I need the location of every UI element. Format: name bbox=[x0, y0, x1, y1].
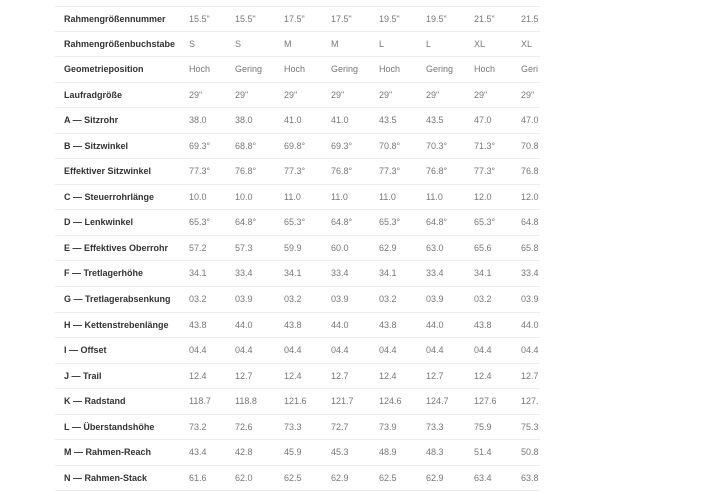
cell-value: 62.9 bbox=[379, 242, 397, 253]
row-label: N — Rahmen-Stack bbox=[64, 472, 148, 483]
cell-value: L bbox=[379, 38, 385, 49]
row-label: D — Lenkwinkel bbox=[64, 217, 134, 228]
cell-value: M bbox=[331, 38, 339, 49]
cell-value: 65.8 bbox=[521, 242, 539, 253]
cell-value: 127. bbox=[521, 396, 539, 407]
cell-value: 03.2 bbox=[284, 294, 302, 305]
table-row bbox=[55, 185, 540, 211]
cell-value: 70.8 bbox=[521, 140, 539, 151]
cell-value: 73.2 bbox=[189, 421, 207, 432]
cell-value: 42.8 bbox=[235, 447, 253, 458]
cell-value: 124.7 bbox=[426, 396, 449, 407]
cell-value: 75.3 bbox=[521, 421, 539, 432]
cell-value: 04.4 bbox=[474, 345, 492, 356]
cell-value: 29" bbox=[426, 89, 440, 100]
row-label: G — Tretlagerabsenkung bbox=[64, 294, 171, 305]
cell-value: 62.5 bbox=[379, 472, 397, 483]
cell-value: 10.0 bbox=[189, 191, 207, 202]
cell-value: 12.4 bbox=[474, 370, 492, 381]
cell-value: 64.8° bbox=[426, 217, 448, 228]
table-row bbox=[55, 261, 540, 287]
row-label: I — Offset bbox=[64, 345, 107, 356]
cell-value: 17.5" bbox=[284, 14, 305, 24]
cell-value: 33.4 bbox=[235, 268, 253, 279]
cell-value: 04.4 bbox=[284, 345, 302, 356]
cell-value: 70.8° bbox=[379, 140, 401, 151]
cell-value: 04.4 bbox=[235, 345, 253, 356]
cell-value: 44.0 bbox=[521, 319, 539, 330]
cell-value: 51.4 bbox=[474, 447, 492, 458]
cell-value: 43.8 bbox=[284, 319, 302, 330]
cell-value: 70.3° bbox=[426, 140, 448, 151]
cell-value: 121.6 bbox=[284, 396, 307, 407]
cell-value: 29" bbox=[521, 89, 535, 100]
cell-value: 41.0 bbox=[284, 115, 302, 126]
cell-value: 73.3 bbox=[284, 421, 302, 432]
cell-value: 48.3 bbox=[426, 447, 444, 458]
cell-value: 33.4 bbox=[331, 268, 349, 279]
cell-value: 19.5" bbox=[426, 14, 447, 24]
cell-value: 04.4 bbox=[189, 345, 207, 356]
cell-value: 29" bbox=[331, 89, 345, 100]
cell-value: 47.0 bbox=[521, 115, 539, 126]
cell-value: 118.8 bbox=[235, 396, 257, 407]
cell-value: 77.3° bbox=[189, 166, 211, 177]
cell-value: 29" bbox=[284, 89, 298, 100]
table-row bbox=[55, 389, 540, 415]
cell-value: 21.5 bbox=[521, 14, 539, 24]
cell-value: 12.4 bbox=[189, 370, 207, 381]
cell-value: 64.8 bbox=[521, 217, 539, 228]
table-row bbox=[55, 6, 540, 32]
cell-value: 76.8° bbox=[331, 166, 353, 177]
cell-value: 38.0 bbox=[189, 115, 207, 126]
cell-value: 03.9 bbox=[521, 294, 539, 305]
cell-value: 03.9 bbox=[426, 294, 444, 305]
cell-value: 65.3° bbox=[189, 217, 211, 228]
cell-value: 45.9 bbox=[284, 447, 302, 458]
cell-value: 65.3° bbox=[474, 217, 496, 228]
cell-value: 62.0 bbox=[235, 472, 253, 483]
cell-value: 127.6 bbox=[474, 396, 497, 407]
table-row bbox=[55, 415, 540, 441]
cell-value: 73.9 bbox=[379, 421, 397, 432]
cell-value: Hoch bbox=[379, 64, 401, 75]
table-row bbox=[55, 210, 540, 236]
cell-value: L bbox=[426, 38, 432, 49]
row-label: E — Effektives Oberrohr bbox=[64, 242, 169, 253]
cell-value: 75.9 bbox=[474, 421, 492, 432]
cell-value: Hoch bbox=[189, 64, 211, 75]
cell-value: 62.5 bbox=[284, 472, 302, 483]
cell-value: 73.3 bbox=[426, 421, 444, 432]
cell-value: 15.5" bbox=[189, 14, 210, 24]
cell-value: XL bbox=[474, 38, 486, 49]
cell-value: 57.2 bbox=[189, 242, 207, 253]
cell-value: 11.0 bbox=[331, 191, 348, 202]
cell-value: 12.7 bbox=[426, 370, 444, 381]
cell-value: 34.1 bbox=[189, 268, 207, 279]
cell-value: XL bbox=[521, 38, 533, 49]
cell-value: 44.0 bbox=[426, 319, 444, 330]
table-row bbox=[55, 57, 540, 83]
row-label: Rahmengrößennummer bbox=[64, 14, 166, 24]
cell-value: 12.0 bbox=[474, 191, 492, 202]
table-row bbox=[55, 134, 540, 160]
row-label: F — Tretlagerhöhe bbox=[64, 268, 144, 279]
cell-value: 63.0 bbox=[426, 242, 444, 253]
cell-value: 12.4 bbox=[379, 370, 397, 381]
cell-value: 69.3° bbox=[189, 140, 211, 151]
cell-value: 12.0 bbox=[521, 191, 539, 202]
cell-value: 50.8 bbox=[521, 447, 539, 458]
cell-value: 34.1 bbox=[379, 268, 397, 279]
cell-value: 12.4 bbox=[284, 370, 302, 381]
cell-value: S bbox=[189, 38, 196, 49]
table-row bbox=[55, 338, 540, 364]
cell-value: 72.7 bbox=[331, 421, 349, 432]
cell-value: 43.8 bbox=[474, 319, 492, 330]
table-row bbox=[55, 236, 540, 262]
cell-value: 04.4 bbox=[521, 345, 539, 356]
table-row bbox=[55, 364, 540, 390]
cell-value: 43.5 bbox=[426, 115, 444, 126]
cell-value: 43.4 bbox=[189, 447, 207, 458]
cell-value: 62.9 bbox=[331, 472, 349, 483]
cell-value: 29" bbox=[379, 89, 393, 100]
cell-value: Geri bbox=[521, 64, 539, 75]
cell-value: Gering bbox=[426, 64, 454, 75]
row-label: L — Überstandshöhe bbox=[64, 421, 155, 432]
cell-value: 77.3° bbox=[474, 166, 496, 177]
cell-value: 10.0 bbox=[235, 191, 253, 202]
geometry-table bbox=[55, 6, 540, 491]
cell-value: 45.3 bbox=[331, 447, 349, 458]
cell-value: 76.8 bbox=[521, 166, 539, 177]
cell-value: 65.6 bbox=[474, 242, 492, 253]
row-label: K — Radstand bbox=[64, 396, 126, 407]
row-label: Rahmengrößenbuchstabe bbox=[64, 38, 176, 49]
cell-value: 76.8° bbox=[235, 166, 257, 177]
cell-value: Gering bbox=[331, 64, 359, 75]
cell-value: S bbox=[235, 38, 242, 49]
cell-value: 44.0 bbox=[331, 319, 349, 330]
cell-value: 44.0 bbox=[235, 319, 253, 330]
row-label: Laufradgröße bbox=[64, 89, 123, 100]
cell-value: 29" bbox=[235, 89, 249, 100]
cell-value: 33.4 bbox=[426, 268, 444, 279]
cell-value: 65.3° bbox=[284, 217, 306, 228]
cell-value: 11.0 bbox=[284, 191, 301, 202]
cell-value: 04.4 bbox=[379, 345, 397, 356]
cell-value: 43.5 bbox=[379, 115, 397, 126]
table-row bbox=[55, 313, 540, 339]
cell-value: M bbox=[284, 38, 292, 49]
cell-value: 77.3° bbox=[284, 166, 306, 177]
cell-value: 11.0 bbox=[379, 191, 396, 202]
row-label: A — Sitzrohr bbox=[64, 115, 119, 126]
cell-value: 12.7 bbox=[331, 370, 349, 381]
row-label: Effektiver Sitzwinkel bbox=[64, 166, 152, 177]
cell-value: 121.7 bbox=[331, 396, 354, 407]
cell-value: 17.5" bbox=[331, 14, 352, 24]
cell-value: 69.3° bbox=[331, 140, 353, 151]
cell-value: 41.0 bbox=[331, 115, 349, 126]
cell-value: 21.5" bbox=[474, 14, 495, 24]
table-row bbox=[55, 108, 540, 134]
row-label: H — Kettenstrebenlänge bbox=[64, 319, 169, 330]
cell-value: 69.8° bbox=[284, 140, 306, 151]
cell-value: 29" bbox=[189, 89, 203, 100]
table-row bbox=[55, 440, 540, 466]
row-label: C — Steuerrohrlänge bbox=[64, 191, 155, 202]
cell-value: 03.2 bbox=[379, 294, 397, 305]
cell-value: 38.0 bbox=[235, 115, 253, 126]
cell-value: 76.8° bbox=[426, 166, 448, 177]
cell-value: 43.8 bbox=[189, 319, 207, 330]
cell-value: 48.9 bbox=[379, 447, 397, 458]
row-label: J — Trail bbox=[64, 370, 102, 381]
cell-value: 03.2 bbox=[189, 294, 207, 305]
cell-value: 19.5" bbox=[379, 14, 400, 24]
table-row bbox=[55, 287, 540, 313]
cell-value: 59.9 bbox=[284, 242, 302, 253]
cell-value: 64.8° bbox=[331, 217, 353, 228]
cell-value: 64.8° bbox=[235, 217, 257, 228]
cell-value: 04.4 bbox=[426, 345, 444, 356]
cell-value: 63.8 bbox=[521, 472, 539, 483]
cell-value: 118.7 bbox=[189, 396, 211, 407]
cell-value: 124.6 bbox=[379, 396, 402, 407]
table-row bbox=[55, 466, 540, 492]
cell-value: 34.1 bbox=[474, 268, 492, 279]
table-row bbox=[55, 83, 540, 109]
row-label: B — Sitzwinkel bbox=[64, 140, 129, 151]
cell-value: 60.0 bbox=[331, 242, 349, 253]
cell-value: Hoch bbox=[474, 64, 496, 75]
cell-value: 62.9 bbox=[426, 472, 444, 483]
cell-value: 71.3° bbox=[474, 140, 496, 151]
cell-value: 57.3 bbox=[235, 242, 253, 253]
cell-value: 15.5" bbox=[235, 14, 256, 24]
cell-value: 03.9 bbox=[331, 294, 349, 305]
row-label: M — Rahmen-Reach bbox=[64, 447, 152, 458]
cell-value: 12.7 bbox=[521, 370, 539, 381]
cell-value: 29" bbox=[474, 89, 488, 100]
cell-value: 03.9 bbox=[235, 294, 253, 305]
cell-value: 11.0 bbox=[426, 191, 443, 202]
cell-value: Hoch bbox=[284, 64, 306, 75]
cell-value: 72.6 bbox=[235, 421, 253, 432]
cell-value: 63.4 bbox=[474, 472, 492, 483]
row-label: Geometrieposition bbox=[64, 64, 144, 75]
cell-value: 03.2 bbox=[474, 294, 492, 305]
cell-value: 12.7 bbox=[235, 370, 253, 381]
cell-value: 33.4 bbox=[521, 268, 539, 279]
cell-value: 61.6 bbox=[189, 472, 207, 483]
cell-value: Gering bbox=[235, 64, 263, 75]
cell-value: 47.0 bbox=[474, 115, 492, 126]
cell-value: 34.1 bbox=[284, 268, 302, 279]
table-row bbox=[55, 32, 540, 58]
cell-value: 68.8° bbox=[235, 140, 257, 151]
cell-value: 04.4 bbox=[331, 345, 349, 356]
cell-value: 43.8 bbox=[379, 319, 397, 330]
table-row bbox=[55, 159, 540, 185]
cell-value: 65.3° bbox=[379, 217, 401, 228]
cell-value: 77.3° bbox=[379, 166, 401, 177]
